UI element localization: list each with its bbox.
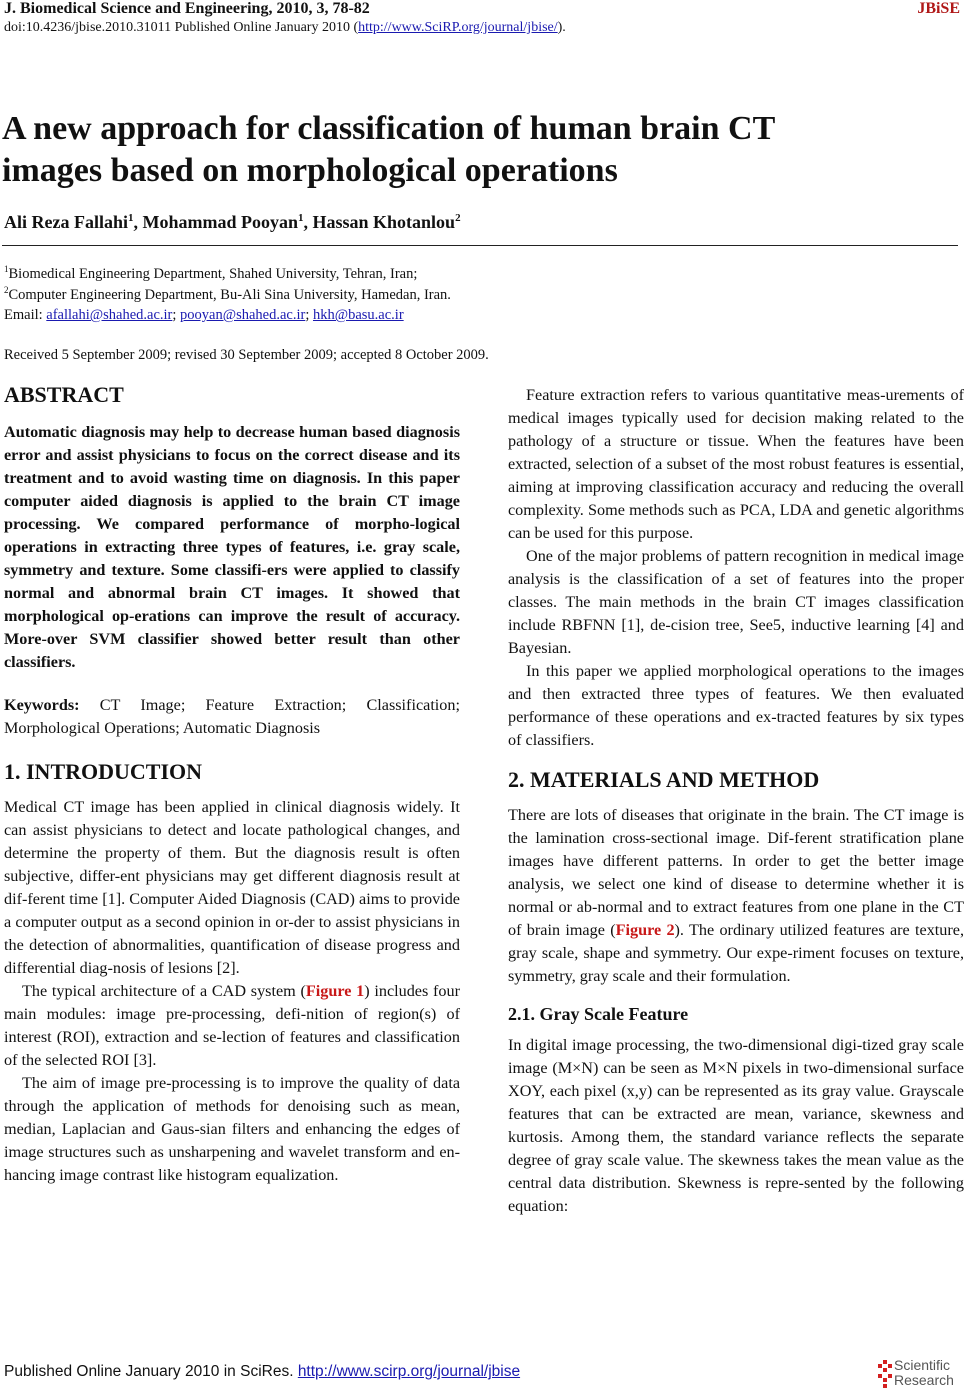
paragraph: There are lots of diseases that originate in the brain. The CT image is the lamination cross-sectional image. Dif-ferent stratification plane images have different patterns. In order to get the better image analysis, we select one kind of disease to determine whether it is normal or ab-normal and to extract features from one plane in the CT of brain image (Figure 2). The ordinary utilized features are texture, gray scale, shape and symmetry. Our expe-riment focuses on texture, symmetry, gray scale and their formulation. [508,806,965,985]
title-line-1: A new approach for classification of human brain CT [2,110,776,147]
paragraph: Medical CT image has been applied in clinical diagnosis widely. It can assist physicians to detect and locate pathological changes, and determine the property of them. But the diagnosis result is often subjective, differ-ent physicians may get different diagnosis result at dif-ferent time [1]. Computer Aided Diagnosis (CAD) aims to provide a computer output as a second opinion in or-der to assist physicians in the detection of abnormalities, quantification of disease progress and differential diag-nosis of lesions [2]. [4,798,460,977]
author-affiliation-mark: 1 [128,212,134,224]
abstract-text: Automatic diagnosis may help to decrease human based diagnosis error and assist physicians to focus on the correct disease and its treatment and to avoid wasting time on diagnosis. In this paper computer aided diagnosis is applied to the brain CT image processing. We compared performance of morpho-logical operations in extracting three types of features, i.e. gray scale, symmetry and texture. Some classifi-ers were applied to classify normal and abnormal brain CT images. It showed that morphological op-erations can improve the result of accuracy. More-over SVM classifier showed better result than other classifiers. [4,423,460,671]
header-divider [2,245,958,246]
journal-citation: J. Biomedical Science and Engineering, 2010, 3, 78-82 [4,0,370,17]
email-label: Email: [4,307,47,323]
figure-2-reference[interactable]: Figure 2 [615,921,675,939]
subsection-heading: 2.1. Gray Scale Feature [508,1004,689,1024]
author-name: Mohammad Pooyan [142,212,299,232]
doi-line [4,20,566,36]
keywords [4,694,460,740]
author-separator: , [303,212,313,232]
keywords-text: CT Image; Feature Extraction; Classification; Morphological Operations; Automatic Diagnosis [4,696,460,737]
paper-title [2,108,942,192]
title-line-2: images based on morphological operations [2,152,618,189]
author-separator: , [133,212,143,232]
scientific-research-logo [876,1358,966,1392]
keywords-label: Keywords: [4,696,80,714]
email-link[interactable]: hkh@basu.ac.ir [312,307,404,323]
right-column [508,384,964,1218]
affiliation-1: $^1$Biomedical Engineering Department, Shahed University, Tehran, Iran; [4,264,418,282]
author-name: Hassan Khotanlou [312,212,456,232]
paragraph: One of the major problems of pattern recognition in medical image analysis is the classification of a set of features into the proper classes. The main methods in the brain CT images classification include RBFNN [1], de-cision tree, See5, inductive learning [4] and Bayesian. [508,547,964,657]
section-heading: 2. MATERIALS AND METHOD [508,767,820,792]
section-heading: 1. INTRODUCTION [4,759,203,784]
received-dates: Received 5 September 2009; revised 30 September 2009; accepted 8 October 2009. [4,347,489,363]
author-name: Ali Reza Fallahi [4,212,128,232]
affiliation-2: $^2$Computer Engineering Department, Bu-Ali Sina University, Hamedan, Iran. [4,285,451,303]
figure-1-reference[interactable]: Figure 1 [305,982,365,1000]
paragraph: The aim of image pre-processing is to improve the quality of data through the application of methods for denoising such as mean, median, Laplacian and Gaus-sian filters and enhancing the edges of image structures such as unsharpening and wavelet transform and en-hancing image contrast like histogram equalization. [4,1074,460,1184]
doi-suffix: ). [557,20,566,35]
paragraph: The typical architecture of a CAD system (Figure 1) includes four main modules: image pre-processing, defi-nition of region(s) of interest (ROI), extraction and se-lection of features and classification of the selected ROI [3]. [4,982,460,1069]
email-line: Email: afallahi@shahed.ac.ir; pooyan@shahed.ac.ir; hkh@basu.ac.ir [4,307,404,323]
left-column [4,381,460,1187]
author-list [4,212,461,233]
paragraph: In this paper we applied morphological operations to the images and then extracted three types of features. We then evaluated performance of these operations and ex-tracted features by six types of classifiers. [508,662,964,749]
doi-prefix: doi:10.4236/jbise.2010.31011 Published Online January 2010 ( [4,20,359,35]
author-affiliation-mark: 1 [298,212,304,224]
author-affiliation-mark: 2 [455,212,461,224]
abstract-heading: ABSTRACT [4,382,124,407]
footer-text: Published Online January 2010 in SciRes. http://www.scirp.org/journal/jbise [4,1363,521,1380]
logo-wordmark: Scientific Research [894,1357,954,1388]
journal-link[interactable]: http://www.SciRP.org/journal/jbise/ [358,20,558,35]
logo-icon [876,1358,896,1392]
footer-link[interactable]: http://www.scirp.org/journal/jbise [297,1363,521,1380]
paragraph: Feature extraction refers to various quantitative meas-urements of medical images typically used for decision making related to the pathology of a structure or tissue. When the features have been extracted, selection of a subset of the most robust features is essential, aiming at improving classification accuracy and reducing the overall complexity. Some methods such as PCA, LDA and genetic algorithms can be used for this purpose. [508,386,964,542]
email-link[interactable]: afallahi@shahed.ac.ir [46,307,173,323]
email-link[interactable]: pooyan@shahed.ac.ir [180,307,306,323]
paragraph: In digital image processing, the two-dimensional digi-tized gray scale image (M×N) can be seen as M×N pixels in two-dimensional surface XOY, each pixel (x,y) can be represented as its gray value. Grayscale features that can be extracted are mean, variance, skewness and kurtosis. Among them, the standard variance reflects the separate degree of gray scale value. The skewness takes the mean value as the central data distribution. Skewness is repre-sented by the following equation: [508,1036,964,1215]
journal-abbrev: JBiSE [917,0,960,17]
